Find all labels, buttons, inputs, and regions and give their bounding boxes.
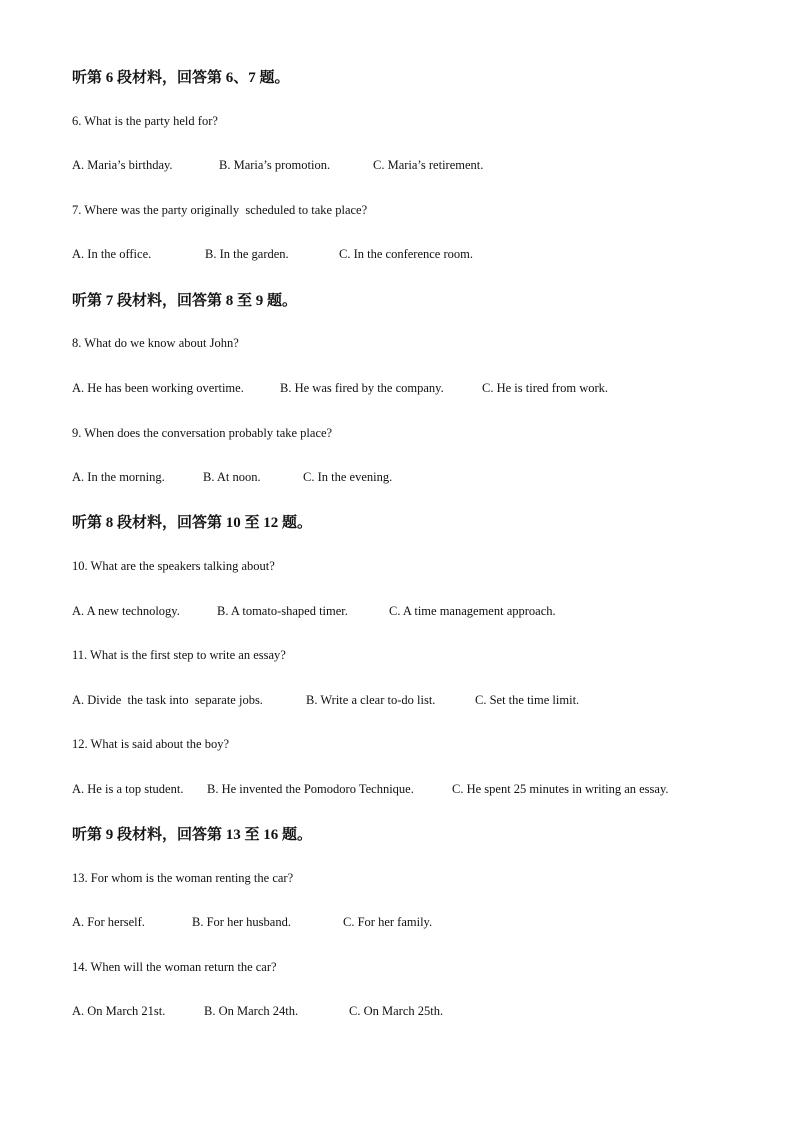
option-a: A. Maria’s birthday. — [72, 158, 173, 172]
option-c: C. For her family. — [343, 915, 433, 929]
option-b: B. A tomato-shaped timer. — [217, 604, 348, 618]
option-c: C. Maria’s retirement. — [373, 158, 484, 172]
option-a: A. He is a top student. — [72, 782, 184, 796]
question-12: 12. What is said about the boy? — [72, 737, 230, 751]
section-heading: 听第 8 段材料，回答第 10 至 12 题。 — [72, 515, 313, 531]
option-a: A. Divide the task into separate jobs. — [72, 693, 263, 707]
question-6: 6. What is the party held for? — [72, 114, 218, 128]
option-b: B. He was fired by the company. — [280, 381, 444, 395]
option-c: C. He is tired from work. — [482, 381, 609, 395]
question-8: 8. What do we know about John? — [72, 336, 239, 350]
option-c: C. In the evening. — [303, 470, 393, 484]
option-b: B. At noon. — [203, 470, 261, 484]
question-14: 14. When will the woman return the car? — [72, 960, 277, 974]
question-11: 11. What is the first step to write an essay? — [72, 648, 286, 662]
section-heading: 听第 9 段材料，回答第 13 至 16 题。 — [72, 827, 313, 843]
option-c: C. In the conference room. — [339, 247, 473, 261]
option-b: B. He invented the Pomodoro Technique. — [207, 782, 414, 796]
option-b: B. On March 24th. — [204, 1004, 299, 1018]
question-13: 13. For whom is the woman renting the car? — [72, 871, 294, 885]
question-10: 10. What are the speakers talking about? — [72, 559, 275, 573]
option-a: A. A new technology. — [72, 604, 180, 618]
question-9: 9. When does the conversation probably take place? — [72, 426, 333, 440]
option-a: A. He has been working overtime. — [72, 381, 244, 395]
option-b: B. Maria’s promotion. — [219, 158, 331, 172]
section-heading: 听第 6 段材料，回答第 6、7 题。 — [72, 70, 290, 86]
option-a: A. For herself. — [72, 915, 145, 929]
option-b: B. In the garden. — [205, 247, 289, 261]
option-c: C. A time management approach. — [389, 604, 556, 618]
option-b: B. For her husband. — [192, 915, 291, 929]
option-b: B. Write a clear to-do list. — [306, 693, 436, 707]
option-a: A. In the morning. — [72, 470, 165, 484]
option-a: A. On March 21st. — [72, 1004, 166, 1018]
question-14-options — [72, 1004, 444, 1064]
option-c: C. Set the time limit. — [475, 693, 580, 707]
option-a: A. In the office. — [72, 247, 152, 261]
section-heading: 听第 7 段材料，回答第 8 至 9 题。 — [72, 293, 298, 309]
question-7: 7. Where was the party originally scheduled to take place? — [72, 203, 368, 217]
option-c: C. He spent 25 minutes in writing an essay. — [452, 782, 669, 796]
option-c: C. On March 25th. — [349, 1004, 444, 1018]
